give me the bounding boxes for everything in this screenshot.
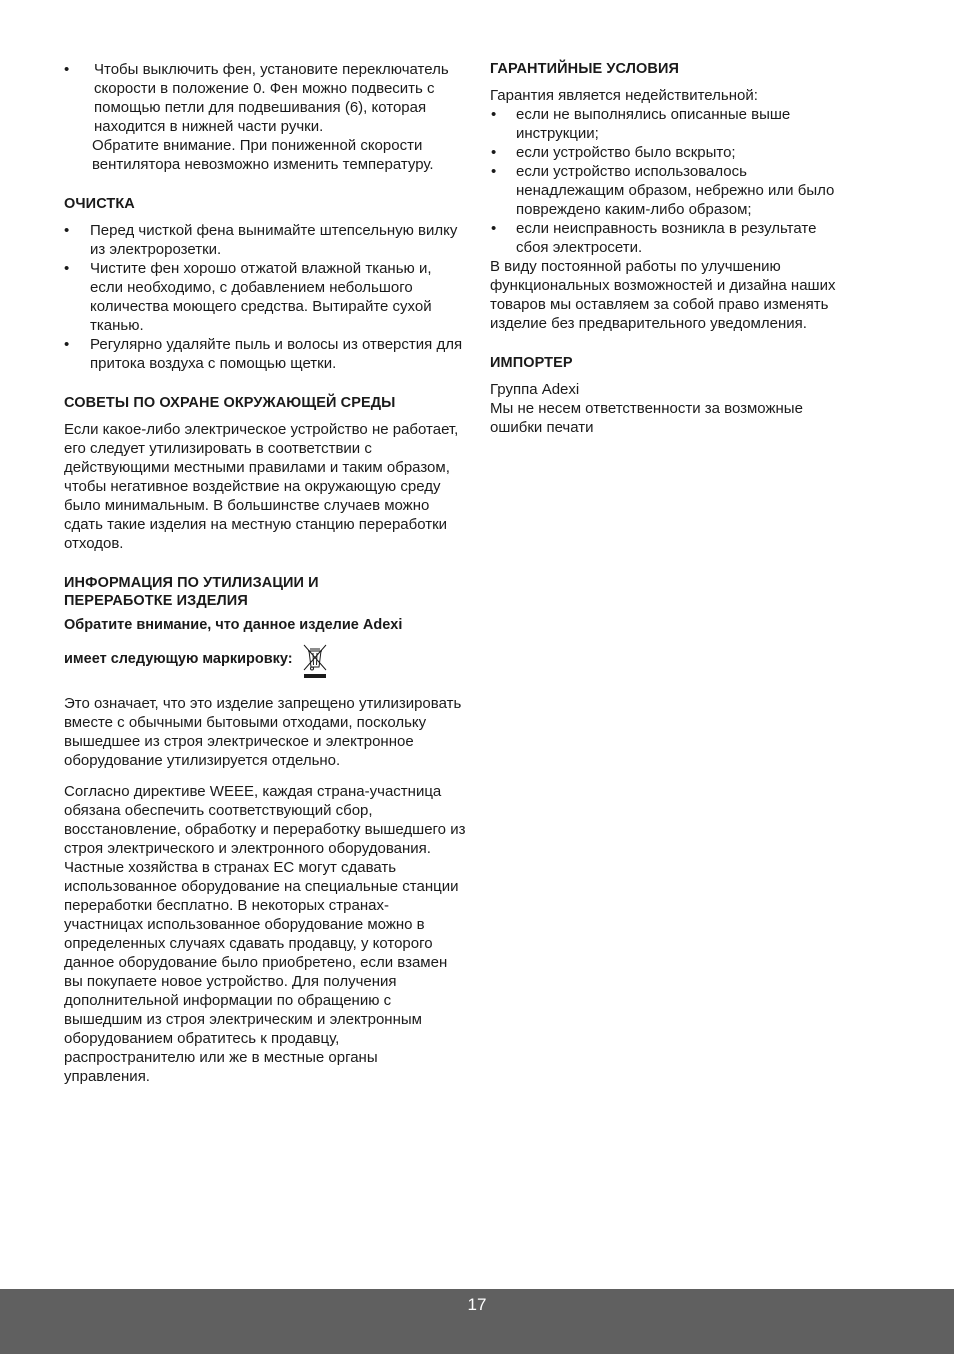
importer-name: Группа Adexi xyxy=(490,381,580,398)
list-item: • если устройство использовалось ненадлежащим образом, небрежно или было повреждено каким-либо образом; xyxy=(490,162,850,219)
list-item: • если устройство было вскрыто; xyxy=(490,143,850,162)
disposal-heading: ИНФОРМАЦИЯ ПО УТИЛИЗАЦИИ И ПЕРЕРАБОТКЕ ИЗДЕЛИЯ xyxy=(64,575,319,609)
list-item: • Чистите фен хорошо отжатой влажной тканью и, если необходимо, с добавлением небольшого количества моющего средства. Вытирайте сухой тканью. xyxy=(64,259,466,335)
list-item: • если не выполнялись описанные выше инструкции; xyxy=(490,105,850,143)
intro-note: Обратите внимание. При пониженной скорости вентилятора невозможно изменить температуру. xyxy=(92,137,434,173)
warranty-heading: ГАРАНТИЙНЫЕ УСЛОВИЯ xyxy=(490,61,679,77)
warranty-list xyxy=(490,105,850,257)
cleaning-list xyxy=(64,221,466,373)
disposal-notice: Обратите внимание, что данное изделие Adexi xyxy=(64,617,403,633)
importer-disclaimer: Мы не несем ответственности за возможные ошибки печати xyxy=(490,400,803,436)
page-number: 17 xyxy=(467,1295,487,1314)
disposal-paragraph-2: Согласно директиве WEEE, каждая страна-участница обязана обеспечить соответствующий сбор, восстановление, обработку и переработку вышедшего из строя электрического и электронного оборудования. Частные хозяйства в странах ЕС могут сдавать использованное оборудование на специальные станции переработки бесплатно. В некоторых странах-участницах использованное оборудование можно в определенных случаях сдавать продавцу, у которого данное оборудование было приобретено, если взамен вы покупаете новое устройство. Для получения дополнительной информации по обращению с вышедшим из строя электрическим и электронным оборудованием обратитесь к продавцу, распространителю или же в местные органы управления. xyxy=(64,783,466,1085)
list-item: • если неисправность возникла в результате сбоя электросети. xyxy=(490,219,850,257)
environment-heading: СОВЕТЫ ПО ОХРАНЕ ОКРУЖАЮЩЕЙ СРЕДЫ xyxy=(64,395,396,411)
page-footer xyxy=(0,1289,954,1354)
environment-text: Если какое-либо электрическое устройство не работает, его следует утилизировать в соответствии с действующими местными правилами и таким образом, чтобы негативное воздействие на окружающую среду было минимальным. В большинстве случаев можно сдать такие изделия на местную станцию переработки отходов. xyxy=(64,421,459,552)
list-item: • Регулярно удаляйте пыль и волосы из отверстия для притока воздуха с помощью щетки. xyxy=(64,335,466,373)
list-item xyxy=(64,60,466,136)
importer-heading: ИМПОРТЕР xyxy=(490,355,573,371)
marking-line xyxy=(64,643,466,679)
intro-bullet-text: Чтобы выключить фен, установите переключатель скорости в положение 0. Фен можно подвесить с помощью петли для подвешивания (6), которая находится в нижней части ручки. xyxy=(94,61,449,135)
disposal-paragraph-1: Это означает, что это изделие запрещено утилизировать вместе с обычными бытовыми отходами, поскольку вышедшее из строя электрическое и электронное оборудование утилизируется отдельно. xyxy=(64,695,462,769)
right-column xyxy=(490,60,850,437)
cleaning-heading: ОЧИСТКА xyxy=(64,196,135,212)
warranty-intro: Гарантия является недействительной: xyxy=(490,87,758,104)
left-column xyxy=(64,60,466,1086)
warranty-closing: В виду постоянной работы по улучшению функциональных возможностей и дизайна наших товаров мы оставляем за собой право изменять изделие без предварительного уведомления. xyxy=(490,258,836,332)
marking-label: имеет следующую маркировку: xyxy=(64,651,293,667)
intro-list xyxy=(64,60,466,136)
weee-bin-icon xyxy=(301,643,329,679)
list-item: • Перед чисткой фена вынимайте штепсельную вилку из электророзетки. xyxy=(64,221,466,259)
